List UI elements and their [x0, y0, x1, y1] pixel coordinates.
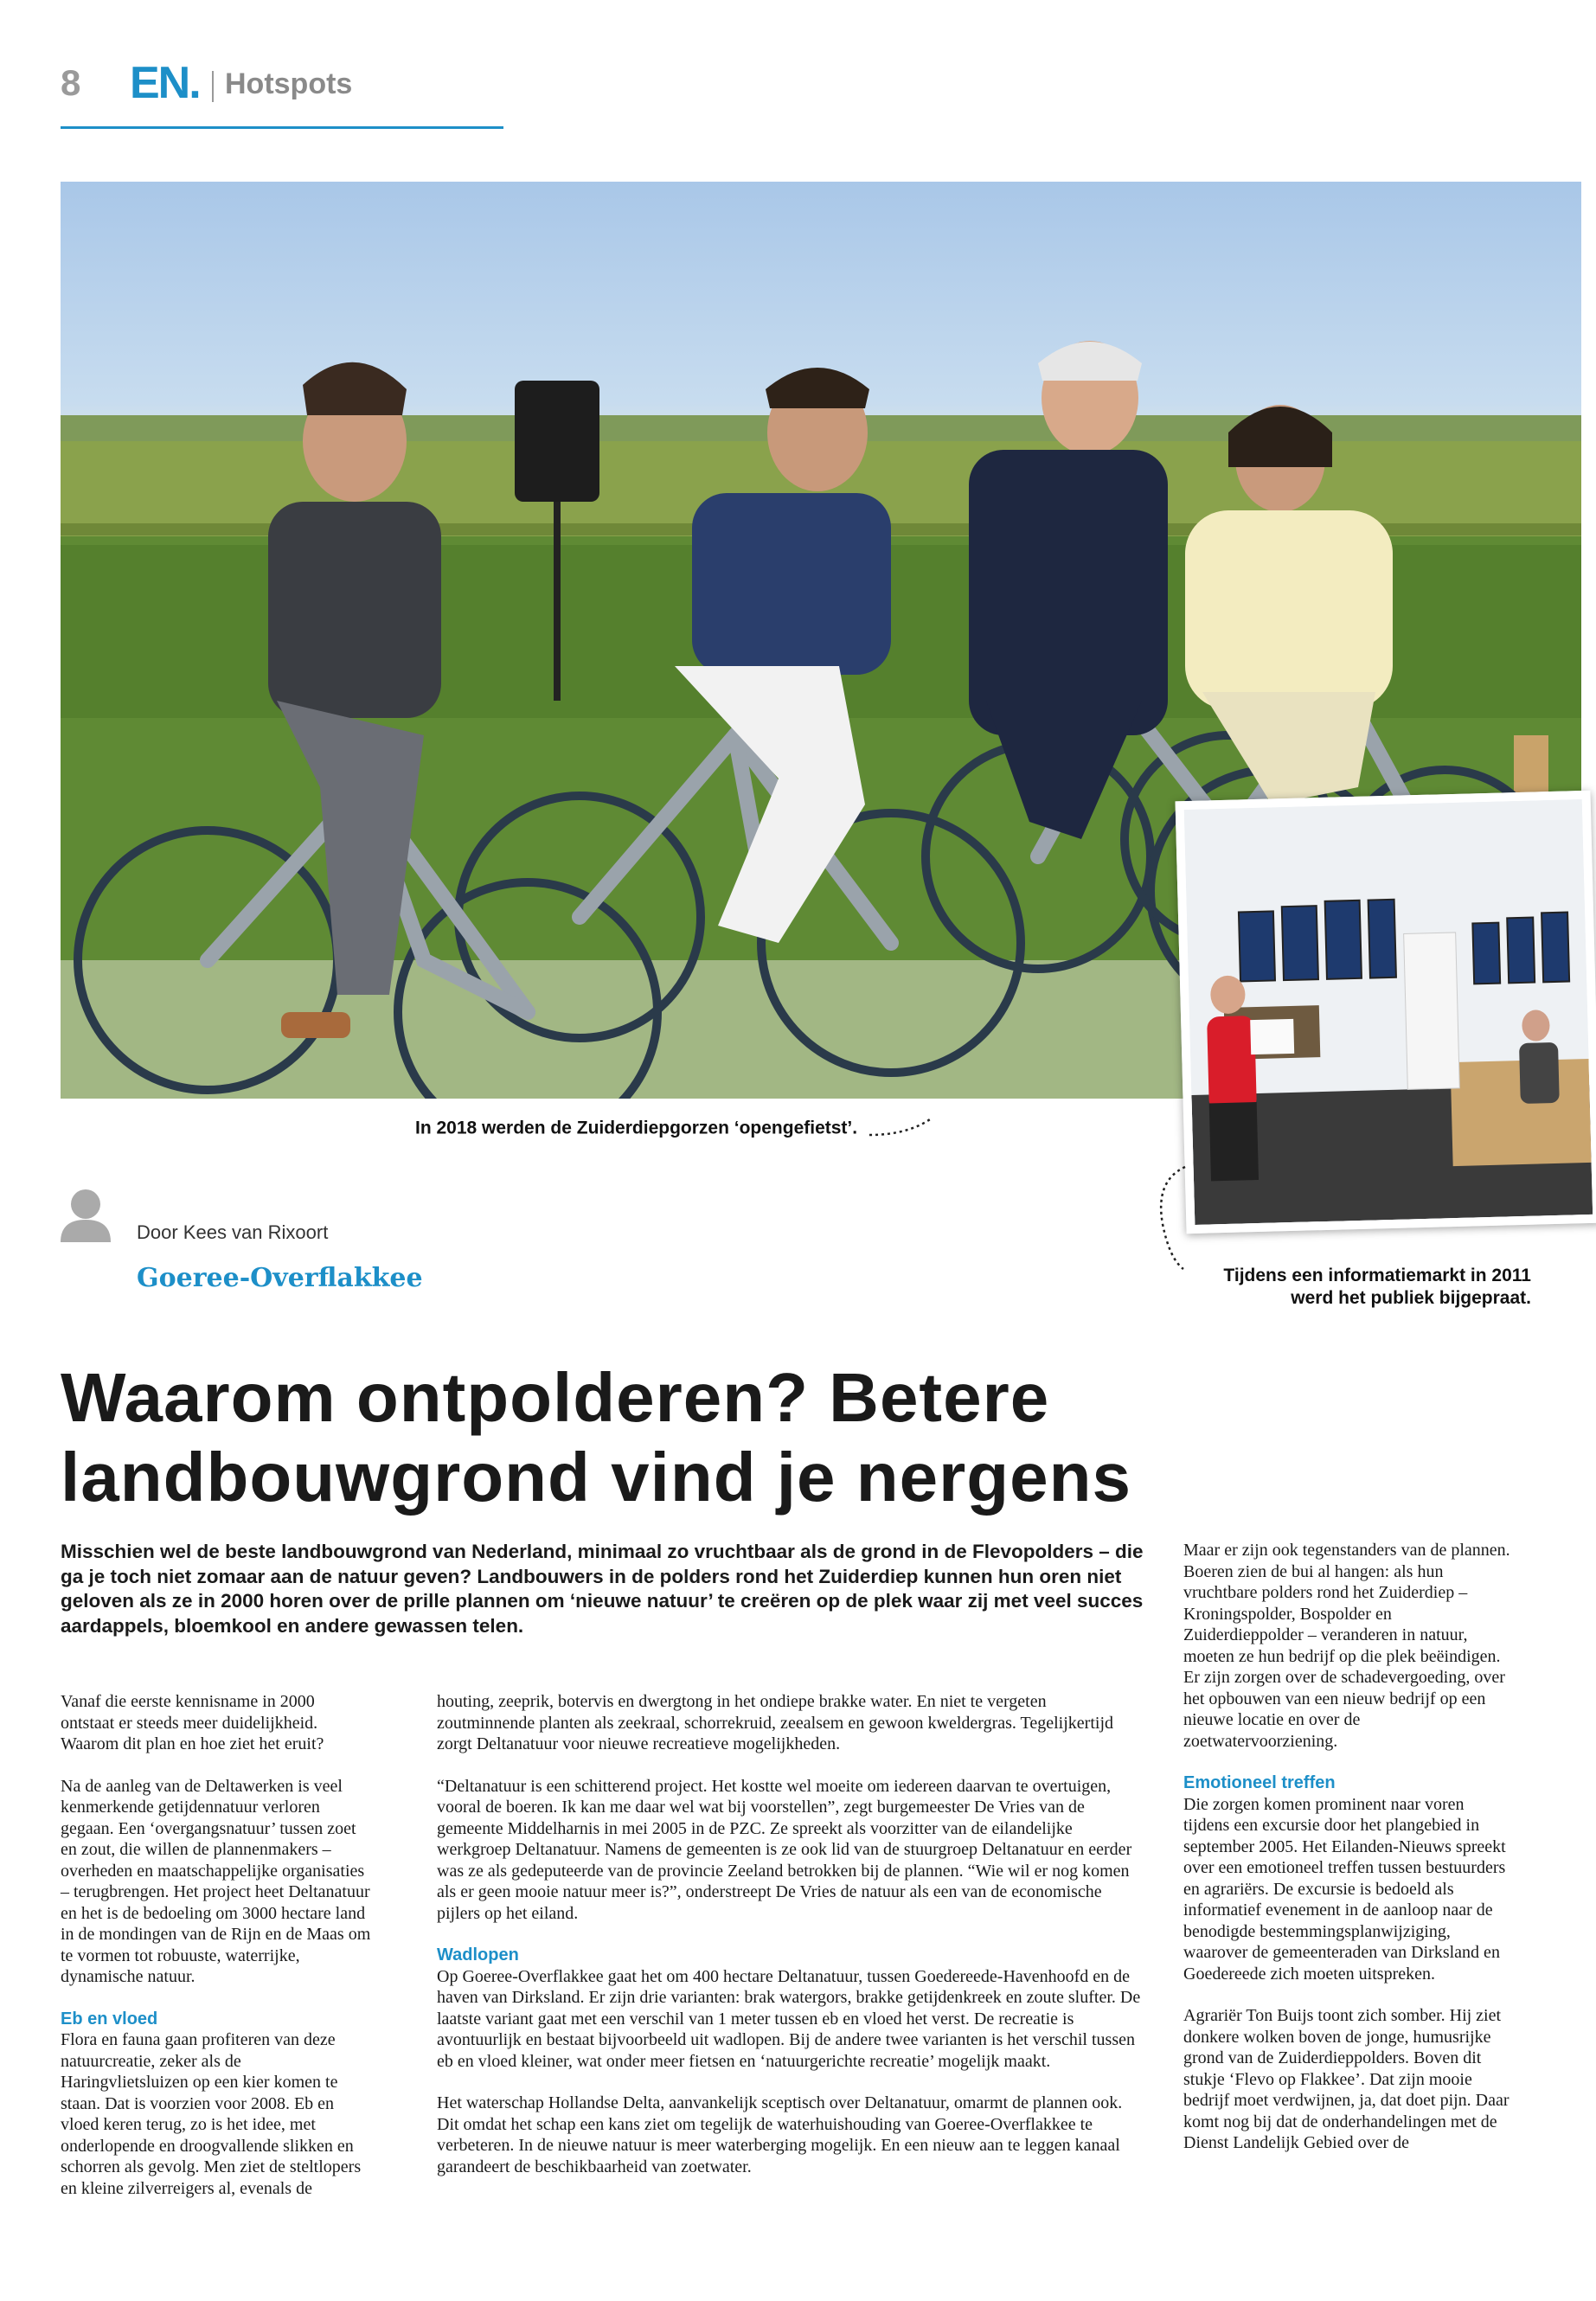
body-column-2 [437, 1691, 1146, 2198]
inset-caption-line-1: Tijdens een informatiemarkt in 2011 [1223, 1266, 1531, 1285]
newspaper-logo: EN. [130, 58, 200, 108]
dotted-pointer-icon [868, 1116, 937, 1142]
region-label: Goeree-Overflakkee [137, 1263, 423, 1293]
body-column-1 [61, 1691, 372, 2220]
paragraph: Het waterschap Hollandse Delta, aanvankelijk sceptisch over Deltanatuur, omarmt de plannen ook. Dit omdat het schap een kans ziet om tegelijk de waterhuishouding van Goeree-Overflakkee te verbeteren. In de nieuwe natuur is meer waterberging mogelijk. En een nieuw aan te leggen kanaal garandeert de beschikbaarheid van zoetwater. [437, 2093, 1123, 2176]
header-rule [61, 126, 503, 129]
paragraph: Maar er zijn ook tegenstanders van de plannen. Boeren zien de bui al hangen: als hun vruchtbare polders rond het Zuiderdiep – Kroningspolder, Bospolder en Zuiderdieppolder – veranderen in natuur, moeten ze hun bedrijf op die plek beëindigen. Er zijn zorgen over de schadevergoeding, over het opbouwen van een nieuw bedrijf op een nieuwe locatie en over de zoetwatervoorziening. [1183, 1541, 1510, 1751]
body-column-3 [1183, 1540, 1512, 2175]
author-avatar-icon [61, 1187, 111, 1242]
inset-caption-line-2: werd het publiek bijgepraat. [1291, 1288, 1531, 1308]
paragraph: Flora en fauna gaan profiteren van deze natuurcreatie, zeker als de Haringvlietsluizen op een kier komen te staan. Dat is voorzien voor 2008. Eb en vloed keren terug, zo is het idee, met onderlopende en droogvallende slikken en schorren als gevolg. Men ziet de steltlopers en kleine zilverreigers al, evenals de [61, 2030, 362, 2198]
article-headline [61, 1358, 1185, 1517]
dotted-pointer-icon [1151, 1163, 1202, 1276]
main-photo-caption-text: In 2018 werden de Zuiderdiepgorzen ‘opengefietst’. [415, 1118, 858, 1138]
paragraph: Die zorgen komen prominent naar voren tijdens een excursie door het plangebied in september 2005. Het Eilanden-Nieuws spreekt over een emotioneel treffen tussen bestuurders en agrariërs. De excursie is bedoeld als informatief evenement in de aanloop naar de benodigde bestemmingsplanwijziging, waarover de gemeenteraden van Dirksland en Goedereede zich moeten uitspreken. [1183, 1794, 1506, 1984]
headline-line-1: Waarom ontpolderen? Betere [61, 1359, 1050, 1436]
subheading: Eb en vloed [61, 2009, 158, 2029]
paragraph: “Deltanatuur is een schitterend project. Het kostte wel moeite om iedereen daarvan te overtuigen, vooral de boeren. Ik kan me daar wel wat bij voorstellen”, zegt burgemeester De Vries van de gemeente Middelharnis in mei 2005 in de PZC. Ze spreekt als voorzitter van de eilandelijke werkgroep Deltanatuur. Namens de gemeenten is ze ook lid van de stuurgroep Deltanatuur en eerder was ze als gedeputeerde van de provincie Zeeland betrokken bij de plannen. “Wie wil er nog komen als er geen mooie natuur meer is?”, onderstreept De Vries de natuur als een van de economische pijlers op het eiland. [437, 1776, 1132, 1923]
information-market-illustration [1184, 799, 1593, 1225]
header-divider [212, 71, 214, 102]
article-intro: Misschien wel de beste landbouwgrond van Nederland, minimaal zo vruchtbaar als de grond in de Flevopolders – die ga je toch niet zomaar aan de natuur geven? Landbouwers in de polders rond het Zuiderdiep kunnen hun oren niet geloven als ze in 2000 horen over de prille plannen om ‘nieuwe natuur’ te creëren op de plek waar zij met veel succes aardappels, bloemkool en andere gewassen telen. [61, 1541, 1144, 1637]
section-title: Hotspots [225, 67, 353, 100]
paragraph: Na de aanleg van de Deltawerken is veel kenmerkende getijdennatuur verloren gegaan. Een ‘overgangsnatuur’ tussen zoet en zout, die willen de plannenmakers – overheden en maatschappelijke organisaties – terugbrengen. Het project heet Deltanatuur en het is de bedoeling om 3000 hectare land in de mondingen van de Rijn en de Maas om te vormen tot robuuste, waterrijke, dynamische natuur. [61, 1776, 371, 1986]
main-photo-caption [415, 1116, 937, 1142]
subheading: Emotioneel treffen [1183, 1773, 1336, 1792]
inset-photo-information-market [1176, 791, 1596, 1234]
page-number: 8 [61, 62, 81, 103]
paragraph: houting, zeeprik, botervis en dwergtong in het ondiepe brakke water. En niet te vergeten zoutminnende planten als zeekraal, schorrekruid, zeealsem en gewoon kweldergras. Tegelijkertijd zorgt Deltanatuur voor nieuwe recreatieve mogelijkheden. [437, 1692, 1114, 1753]
headline-line-2: landbouwgrond vind je nergens [61, 1439, 1131, 1516]
paragraph: Vanaf die eerste kennisname in 2000 ontstaat er steeds meer duidelijkheid. Waarom dit plan en hoe ziet het eruit? [61, 1692, 324, 1753]
inset-photo-caption [1159, 1265, 1531, 1310]
paragraph: Op Goeree-Overflakkee gaat het om 400 hectare Deltanatuur, tussen Goedereede-Havenhoofd en de haven van Dirksland. Er zijn drie varianten: brak watergors, brakke getijdenkreek en zoute slufter. De laatste variant gaat met een verschil van 1 meter tussen eb en vloed het verst. De recreatie is avontuurlijk en bestaat bijvoorbeeld uit wadlopen. Bij de andere twee varianten is het verschil tussen eb en vloed kleiner, wat onder meer fietsen en ‘natuurgerichte recreatie’ mogelijk maakt. [437, 1966, 1141, 2071]
author-byline: Door Kees van Rixoort [137, 1221, 329, 1243]
paragraph: Agrariër Ton Buijs toont zich somber. Hij ziet donkere wolken boven de jonge, humusrijke grond van de Zuiderdieppolders. Boven dit stukje ‘Flevo op Flakkee’. Dat zijn mooie bedrijf moet verdwijnen, ja, dat doet pijn. Daar komt nog bij dat de onderhandelingen met de Dienst Landelijk Gebied over de [1183, 2006, 1509, 2152]
subheading: Wadlopen [437, 1945, 519, 1965]
